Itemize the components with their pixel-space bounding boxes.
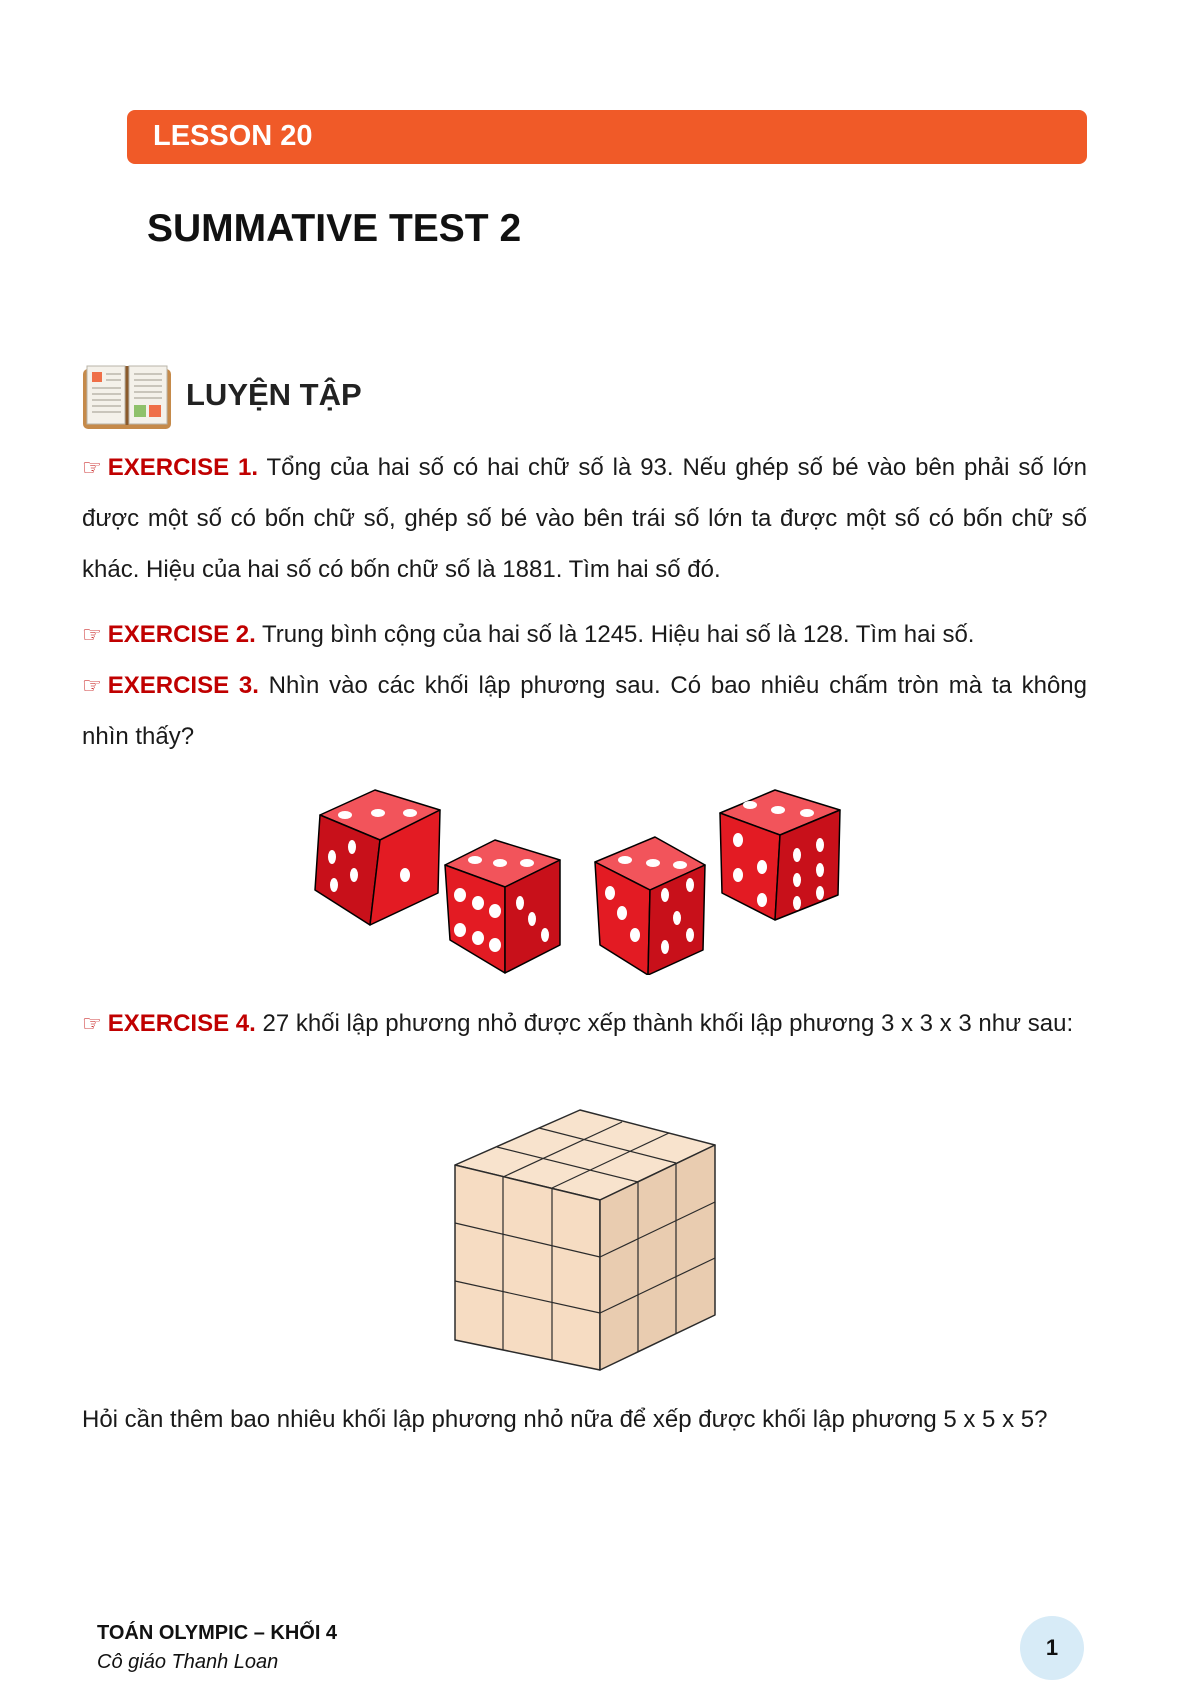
section-heading: [82, 365, 682, 435]
dice-figure: [310, 785, 850, 975]
book-icon: [82, 365, 172, 431]
die-3: [595, 837, 705, 975]
pointing-hand-icon: ☞: [82, 1011, 102, 1036]
page-title: SUMMATIVE TEST 2: [147, 207, 522, 250]
exercise-text: Tổng của hai số có hai chữ số là 93. Nếu ghép số bé vào bên phải số lớn được một số có bốn chữ số, ghép số bé vào bên trái số lớn ta được một số có bốn chữ số khác. Hiệu của hai số có bốn chữ số là 1881. Tìm hai số đó.: [82, 454, 1087, 583]
exercise-label: EXERCISE 2.: [107, 621, 256, 648]
pointing-hand-icon: ☞: [82, 455, 102, 480]
pointing-hand-icon: ☞: [82, 673, 102, 698]
cube-question: Hỏi cần thêm bao nhiêu khối lập phương nhỏ nữa để xếp được khối lập phương 5 x 5 x 5?: [82, 1406, 1048, 1433]
exercise-label: EXERCISE 1.: [107, 454, 259, 481]
pointing-hand-icon: ☞: [82, 622, 102, 647]
exercise-label: EXERCISE 3.: [107, 672, 259, 699]
lesson-banner: [127, 110, 1087, 164]
exercise-text: Nhìn vào các khối lập phương sau. Có bao nhiêu chấm tròn mà ta không nhìn thấy?: [82, 672, 1088, 750]
footer: [97, 1622, 337, 1674]
exercise-2: [82, 609, 1087, 660]
footer-course: TOÁN OLYMPIC – KHỐI 4: [97, 1622, 338, 1644]
exercise-text: Trung bình cộng của hai số là 1245. Hiệu hai số là 128. Tìm hai số.: [262, 621, 975, 648]
cube-figure: [450, 1105, 720, 1375]
exercise-text: 27 khối lập phương nhỏ được xếp thành khối lập phương 3 x 3 x 3 như sau:: [262, 1010, 1074, 1037]
page-number: 1: [1020, 1616, 1084, 1680]
exercise-1: [82, 442, 1087, 595]
footer-teacher: Cô giáo Thanh Loan: [97, 1651, 279, 1673]
exercise-4: [82, 998, 1087, 1049]
exercise-label: EXERCISE 4.: [107, 1010, 256, 1037]
section-label: LUYỆN TẬP: [186, 377, 362, 412]
exercise-3: [82, 660, 1087, 762]
lesson-label: LESSON 20: [153, 120, 313, 152]
